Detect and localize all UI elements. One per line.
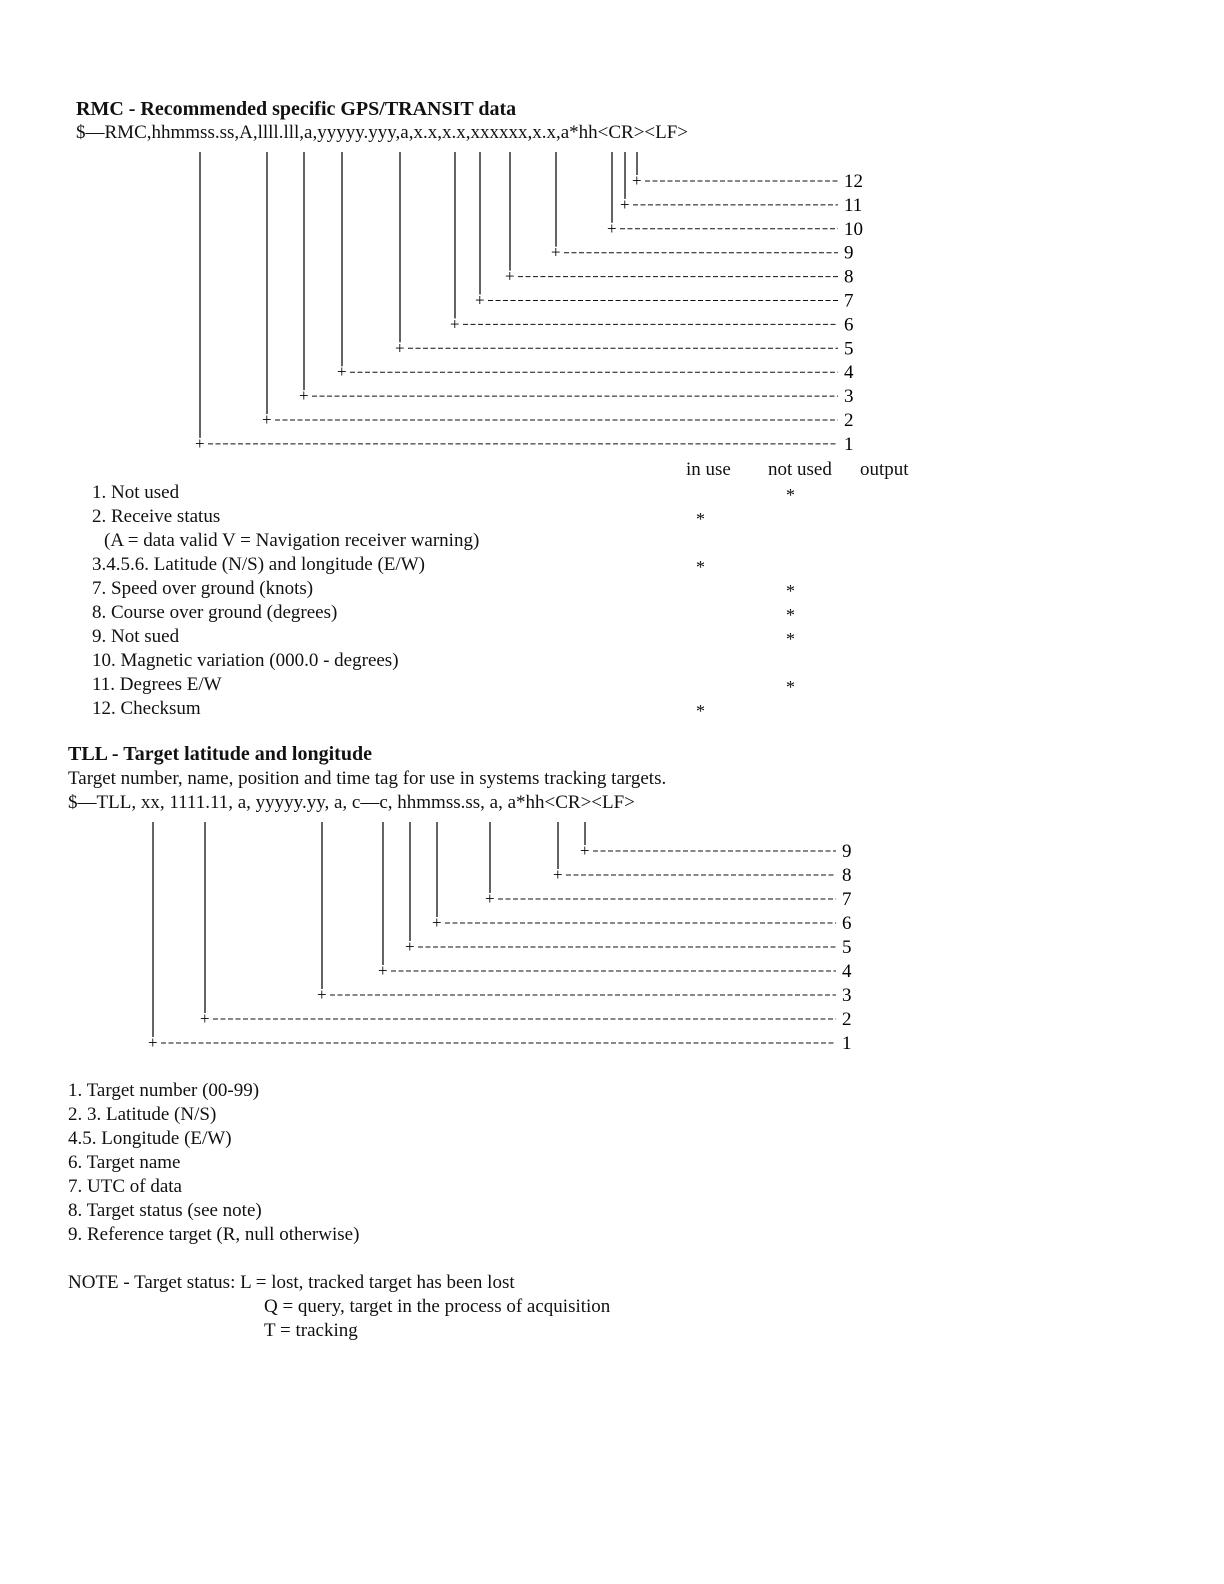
field-number-label: 8 [844,266,854,288]
tll-field-item: 8. Target status (see note) [68,1200,262,1221]
field-number-label: 9 [844,242,854,264]
pointer-plus: + [195,433,205,453]
pointer-plus: + [299,386,309,406]
tll-field-item: 6. Target name [68,1152,181,1173]
pointer-plus: + [620,194,630,214]
rmc-field-item: 7. Speed over ground (knots) [92,578,314,599]
field-number-label: 7 [844,290,854,312]
pointer-plus: + [378,961,388,980]
pointer-plus: + [450,314,460,334]
rmc-field-item: 1. Not used [92,482,180,503]
field-number-label: 1 [844,433,854,455]
tll-field-item: 2. 3. Latitude (N/S) [68,1104,217,1125]
field-number-label: 6 [842,913,852,934]
rmc-format: $—RMC,hhmmss.ss,A,llll.lll,a,yyyyy.yyy,a,x.x,x.x,xxxxxx,x.x,a*hh<CR><LF> [76,122,689,143]
field-number-label: 5 [842,937,852,958]
field-number-label: 6 [844,314,854,336]
status-star-in-use: * [696,509,705,529]
tll-format: $—TLL, xx, 1111.11, a, yyyyy.yy, a, c—c, hhmmss.ss, a, a*hh<CR><LF> [68,792,635,813]
tll-description: Target number, name, position and time tag for use in systems tracking targets. [68,768,667,789]
field-number-label: 8 [842,865,852,886]
rmc-field-item: 10. Magnetic variation (000.0 - degrees) [92,650,399,671]
status-star-not-used: * [786,629,795,649]
tll-field-item: 7. UTC of data [68,1176,182,1197]
status-star-not-used: * [786,485,795,505]
pointer-plus: + [485,889,495,908]
tll-field-item: 1. Target number (00-99) [68,1080,260,1101]
tll-field-item: 4.5. Longitude (E/W) [68,1128,232,1149]
pointer-plus: + [148,1033,158,1052]
note-line: T = tracking [264,1320,358,1341]
pointer-plus: + [317,985,327,1004]
status-star-not-used: * [786,581,795,601]
rmc-field-item: 12. Checksum [92,698,201,719]
field-number-label: 4 [844,362,854,384]
rmc-field-item: 11. Degrees E/W [92,674,222,695]
col-output: output [860,459,909,480]
pointer-plus: + [395,338,405,358]
status-star-not-used: * [786,605,795,625]
pointer-plus: + [551,242,561,262]
pointer-plus: + [505,266,515,286]
rmc-field-item: 8. Course over ground (degrees) [92,602,338,623]
pointer-plus: + [262,410,272,429]
pointer-plus: + [405,937,415,956]
rmc-field-item: 3.4.5.6. Latitude (N/S) and longitude (E/W) [92,554,425,575]
tll-field-item: 9. Reference target (R, null otherwise) [68,1224,360,1245]
field-number-label: 3 [844,386,854,408]
pointer-plus: + [337,362,347,382]
field-number-label: 10 [844,218,863,240]
pointer-plus: + [632,171,642,190]
pointer-plus: + [553,865,563,884]
status-star-in-use: * [696,701,705,721]
field-number-label: 5 [844,338,854,360]
rmc-title: RMC - Recommended specific GPS/TRANSIT data [76,98,517,120]
field-number-label: 7 [842,889,852,910]
note-line: Q = query, target in the process of acquisition [264,1296,611,1317]
field-number-label: 11 [844,194,863,216]
pointer-plus: + [432,913,442,932]
rmc-field-item: 9. Not sued [92,626,180,647]
field-number-label: 9 [842,841,852,862]
pointer-plus: + [200,1009,210,1028]
col-not-used: not used [768,459,832,480]
field-number-label: 12 [844,171,863,192]
status-star-in-use: * [696,557,705,577]
field-number-label: 4 [842,961,852,982]
pointer-plus: + [607,218,617,238]
field-number-label: 1 [842,1033,852,1054]
field-number-label: 2 [842,1009,852,1030]
field-number-label: 2 [844,410,854,431]
col-in-use: in use [686,459,731,480]
field-number-label: 3 [842,985,852,1006]
note-line: NOTE - Target status: L = lost, tracked target has been lost [68,1272,515,1293]
rmc-field-item: 2. Receive status [92,506,221,527]
tll-title: TLL - Target latitude and longitude [68,743,372,765]
rmc-field-item: (A = data valid V = Navigation receiver warning) [104,530,480,551]
pointer-plus: + [580,841,590,860]
pointer-plus: + [475,290,485,310]
status-star-not-used: * [786,677,795,697]
